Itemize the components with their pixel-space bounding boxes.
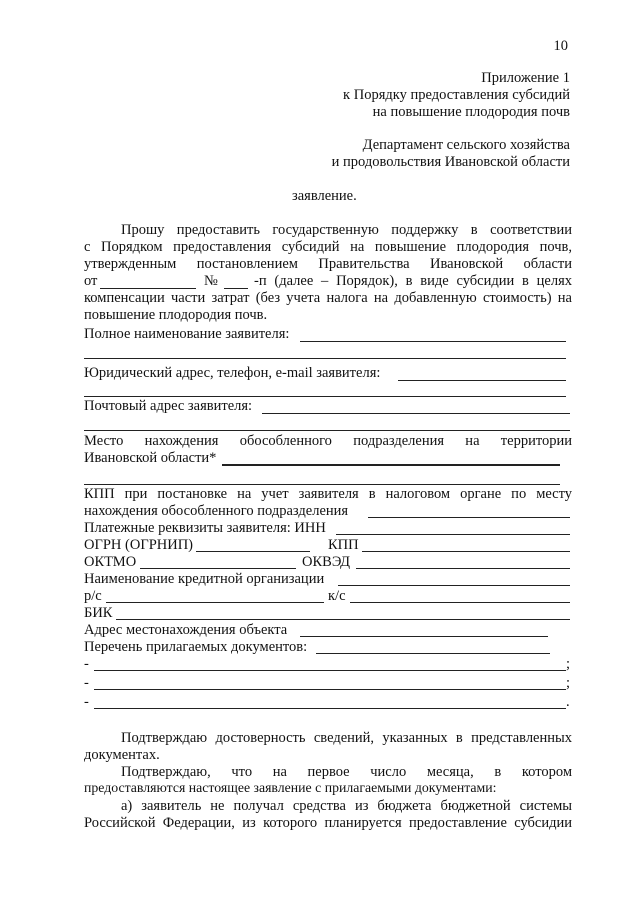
document-item-field[interactable] xyxy=(94,689,566,690)
kpp-branch-field[interactable] xyxy=(368,517,570,518)
inn-label: Платежные реквизиты заявителя: ИНН xyxy=(84,520,326,536)
okved-label: ОКВЭД xyxy=(302,554,351,570)
bank-name-label: Наименование кредитной организации xyxy=(84,571,325,587)
document-item-marker: - xyxy=(84,694,89,710)
full-name-field[interactable] xyxy=(300,341,566,342)
postal-address-field-line2[interactable] xyxy=(84,430,570,431)
branch-location-field-line2[interactable] xyxy=(84,484,560,485)
intro-line: повышение плодородия почв. xyxy=(84,307,268,323)
form-title: заявление. xyxy=(292,188,357,204)
document-item-end: . xyxy=(566,694,570,710)
correspondent-account-field[interactable] xyxy=(350,602,570,603)
intro-line: -п (далее – Порядок), в виде субсидии в целях xyxy=(254,273,572,289)
bik-label: БИК xyxy=(84,605,113,621)
branch-location-field[interactable] xyxy=(222,464,560,466)
decree-number-field[interactable] xyxy=(224,288,248,289)
correspondent-account-label: к/с xyxy=(328,588,346,604)
document-item-end: ; xyxy=(566,675,571,691)
confirm-paragraph: предоставляются настоящее заявление с прилагаемыми документами: xyxy=(84,780,497,795)
kpp-label: КПП xyxy=(328,537,359,553)
appendix-subtitle: к Порядку предоставления субсидий xyxy=(343,87,570,103)
oktmo-label: ОКТМО xyxy=(84,554,137,570)
ogrn-label: ОГРН (ОГРНИП) xyxy=(84,537,194,553)
bank-name-field[interactable] xyxy=(338,585,570,586)
legal-address-label: Юридический адрес, телефон, e-mail заявителя: xyxy=(84,365,381,381)
oktmo-field[interactable] xyxy=(140,568,296,569)
kpp-branch-label-2: нахождения обособленного подразделения xyxy=(84,503,349,519)
confirm-paragraph: Подтверждаю достоверность сведений, указанных в представленных xyxy=(121,730,572,746)
legal-address-field-line2[interactable] xyxy=(84,396,566,397)
bik-field[interactable] xyxy=(116,619,570,620)
postal-address-field[interactable] xyxy=(262,413,570,414)
confirm-paragraph: документах. xyxy=(84,747,160,763)
documents-list-field[interactable] xyxy=(316,653,550,654)
intro-line: Прошу предоставить государственную поддержку в соответствии xyxy=(121,222,572,238)
intro-line: утвержденным постановлением Правительства Ивановской области xyxy=(84,256,572,272)
kpp-field[interactable] xyxy=(362,551,570,552)
appendix-subtitle-2: на повышение плодородия почв xyxy=(372,104,570,120)
document-item-marker: - xyxy=(84,675,89,691)
full-name-field-line2[interactable] xyxy=(84,358,566,359)
full-name-label: Полное наименование заявителя: xyxy=(84,326,290,342)
postal-address-label: Почтовый адрес заявителя: xyxy=(84,398,253,414)
intro-line: с Порядком предоставления субсидий на повышение плодородия почв, xyxy=(84,239,572,255)
intro-line: компенсации части затрат (без учета налога на добавленную стоимость) на xyxy=(84,290,572,306)
confirm-paragraph: а) заявитель не получал средства из бюджета бюджетной системы xyxy=(121,798,572,814)
intro-number-sign: № xyxy=(204,273,218,289)
documents-list-label: Перечень прилагаемых документов: xyxy=(84,639,308,655)
settlement-account-label: р/с xyxy=(84,588,102,604)
confirm-paragraph: Российской Федерации, из которого планируется предоставление субсидии xyxy=(84,815,572,831)
kpp-branch-label: КПП при постановке на учет заявителя в налоговом органе по месту xyxy=(84,486,572,502)
branch-location-label-2: Ивановской области* xyxy=(84,450,217,466)
department-name: Департамент сельского хозяйства xyxy=(362,137,570,153)
document-item-end: ; xyxy=(566,656,571,672)
object-address-field[interactable] xyxy=(300,636,548,637)
document-item-field[interactable] xyxy=(94,670,566,671)
object-address-label: Адрес местонахождения объекта xyxy=(84,622,288,638)
document-item-field[interactable] xyxy=(94,708,566,709)
intro-from: от xyxy=(84,273,98,289)
settlement-account-field[interactable] xyxy=(106,602,324,603)
inn-field[interactable] xyxy=(336,534,570,535)
document-item-marker: - xyxy=(84,656,89,672)
appendix-label: Приложение 1 xyxy=(481,70,570,86)
decree-date-field[interactable] xyxy=(100,288,196,289)
confirm-paragraph: Подтверждаю, что на первое число месяца, в котором xyxy=(121,764,572,780)
legal-address-field[interactable] xyxy=(398,380,566,381)
okved-field[interactable] xyxy=(356,568,570,569)
department-name-2: и продовольствия Ивановской области xyxy=(331,154,570,170)
branch-location-label: Место нахождения обособленного подразделения на территории xyxy=(84,433,572,449)
page-number: 10 xyxy=(553,38,568,54)
ogrn-field[interactable] xyxy=(196,551,310,552)
